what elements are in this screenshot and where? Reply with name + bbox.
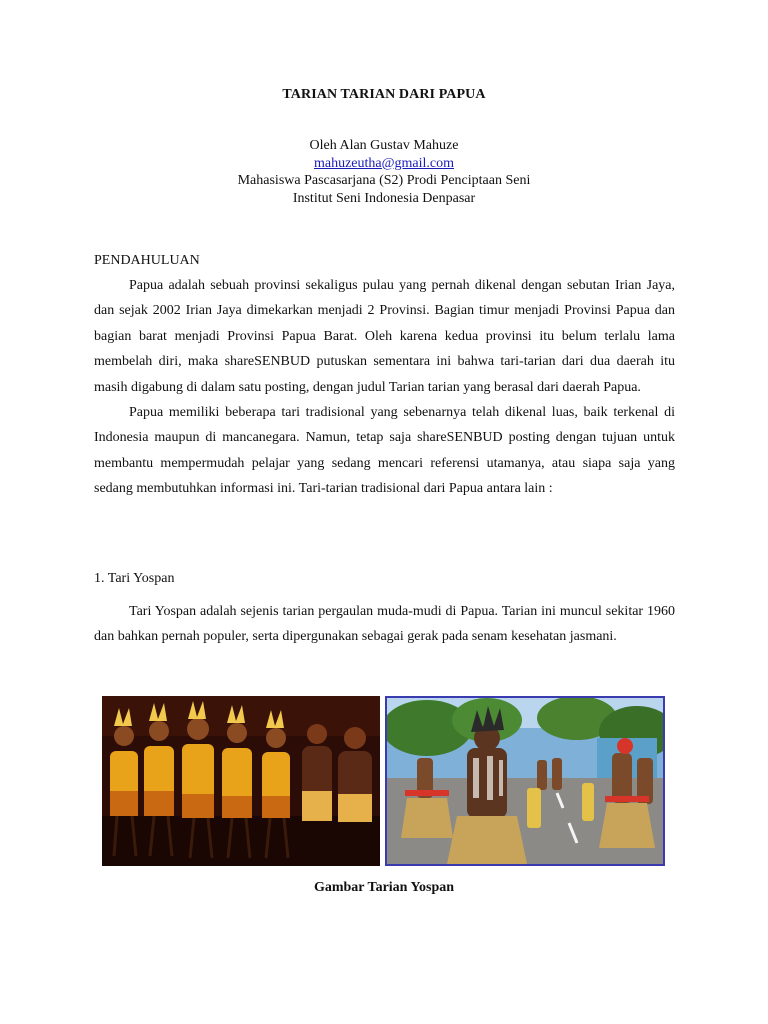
figure-caption: Gambar Tarian Yospan [313, 880, 455, 895]
dancers-stage-image [102, 696, 380, 866]
dancers-street-photo [385, 696, 665, 866]
dancers-stage-photo [102, 696, 380, 866]
author-byline: Oleh Alan Gustav Mahuze [309, 138, 459, 153]
tari-yospan-paragraph: Tari Yospan adalah sejenis tarian pergaulan muda-mudi di Papua. Tarian ini muncul sekitar 1960 dan bahkan pernah populer, serta dipergunakan sebagai gerak pada senam kesehatan jasmani. [94, 604, 675, 645]
intro-paragraph-2: Papua memiliki beberapa tari tradisional yang sebenarnya telah dikenal luas, baik terkenal di Indonesia maupun di mancanegara. Namun, tetap saja shareSENBUD posting dengan tujuan untuk membantu mempermudah pelajar yang sedang mencari referensi utamanya, atau siapa saja yang sedang membutuhkan informasi ini. Tari-tarian tradisional dari Papua antara lain : [94, 405, 675, 497]
section-body-tari-yospan [94, 599, 675, 650]
document-title: TARIAN TARIAN DARI PAPUA [282, 87, 486, 102]
intro-heading: PENDAHULUAN [94, 253, 200, 268]
author-block [0, 137, 768, 207]
author-affiliation-program: Mahasiswa Pascasarjana (S2) Prodi Penciptaan Seni [237, 173, 531, 188]
dancers-street-image [387, 698, 663, 864]
intro-paragraph-1: Papua adalah sebuah provinsi sekaligus pulau yang pernah dikenal dengan sebutan Irian Jaya, dan sejak 2002 Irian Jaya dimekarkan menjadi 2 Provinsi. Bagian timur menjadi Provinsi Papua dan bagian barat menjadi Provinsi Papua Barat. Oleh karena kedua provinsi itu belum terlalu lama membelah diri, maka shareSENBUD putuskan sementara ini bahwa tari-tarian dari dua daerah itu masih digabung di dalam satu posting, dengan judul Tarian tarian yang berasal dari daerah Papua. [94, 278, 675, 395]
intro-body [94, 273, 675, 502]
section-heading-tari-yospan: 1. Tari Yospan [94, 571, 175, 586]
author-affiliation-institute: Institut Seni Indonesia Denpasar [292, 190, 476, 206]
author-email-link[interactable]: mahuzeutha@gmail.com [313, 155, 454, 171]
